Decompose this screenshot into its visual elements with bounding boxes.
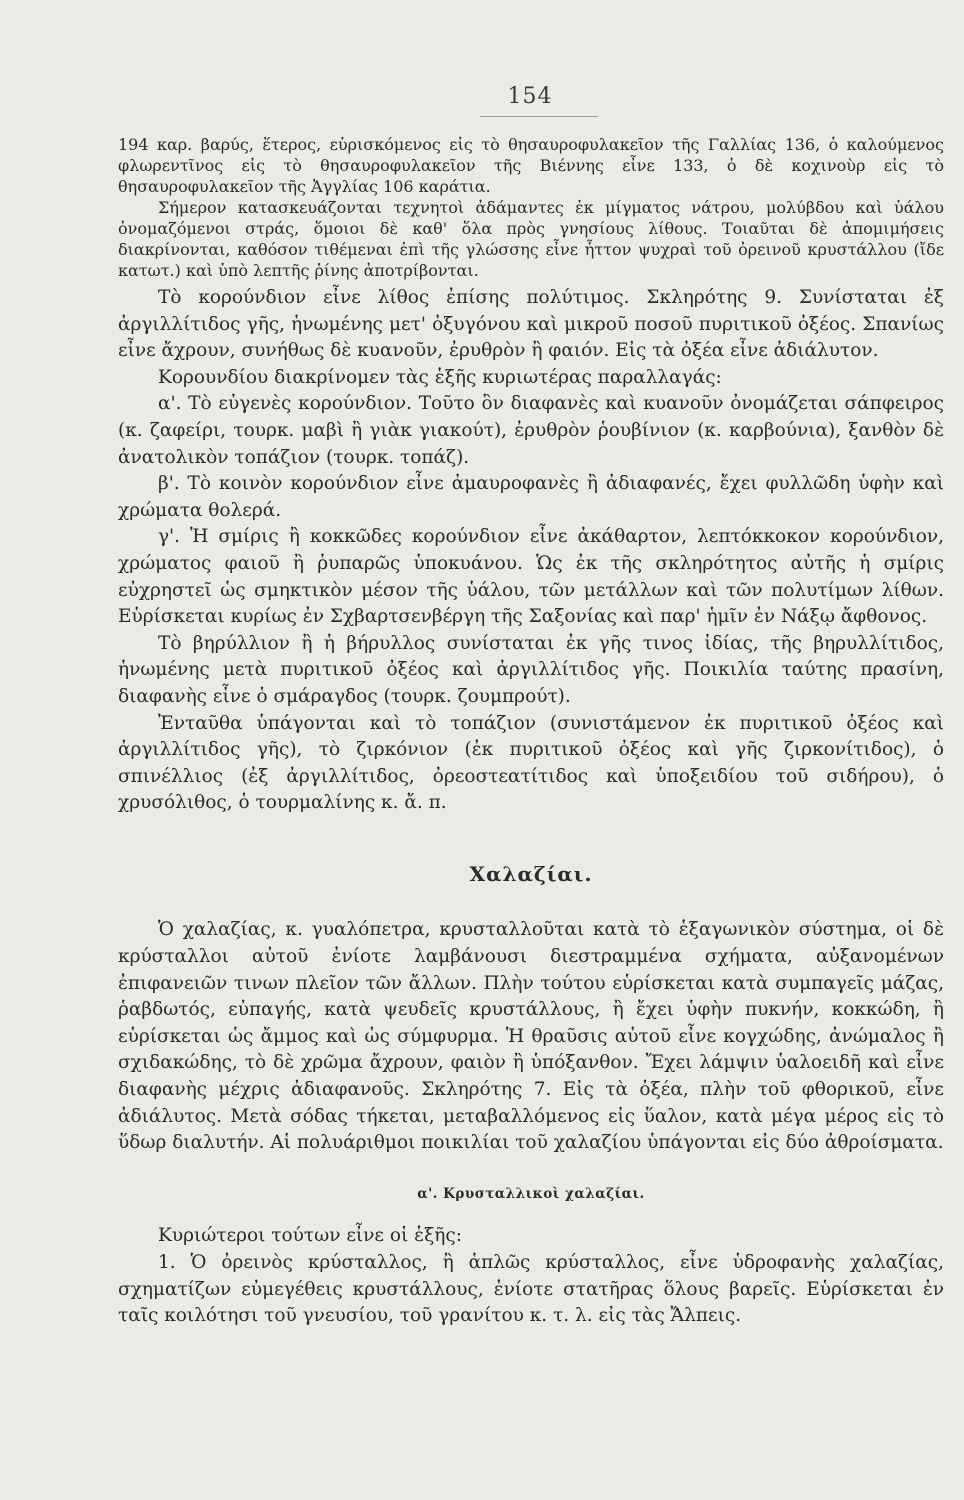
paragraph-topazion: Ἐνταῦθα ὑπάγονται καὶ τὸ τοπάζιον (συνιστάμενον ἐκ πυριτικοῦ ὀξέος καὶ ἀργιλλίτιδος γῆς), τὸ ζιρκόνιον (ἐκ πυριτικοῦ ὀξέος καὶ γῆς ζιρκονίτιδος), ὁ σπινέλλιος (ἐξ ἀργιλλίτιδος, ὀρεοστεατίτιδος καὶ ὑποξειδίου τοῦ σιδήρου), ὁ χρυσόλιθος, ὁ τουρμαλίνης κ. ἄ. π. bbox=[118, 712, 944, 814]
paragraph-beryllion: Τὸ βηρύλλιον ἢ ἡ βήρυλλος συνίσταται ἐκ γῆς τινος ἰδίας, τῆς βηρυλλίτιδος, ἡνωμένης μετὰ πυριτικοῦ ὀξέος καὶ ἀργιλλίτιδος γῆς. Ποικιλία ταύτης πρασίνη, διαφανὴς εἶνε ὁ σμάραγδος (τουρκ. ζουμπρούτ). bbox=[118, 632, 944, 707]
subsection-heading: α'. Κρυσταλλικοὶ χαλαζίαι. bbox=[417, 1185, 645, 1202]
paragraph-oreinos-krystallos: 1. Ὁ ὀρεινὸς κρύσταλλος, ἢ ἁπλῶς κρύσταλλος, εἶνε ὑδροφανὴς χαλαζίας, σχηματίζων εὐμεγέθεις κρυστάλλους, ἐνίοτε στατῆρας ὅλους βαρεῖς. Εὑρίσκεται ἐν ταῖς κοιλότησι τοῦ γνευσίου, τοῦ γρανίτου κ. τ. λ. εἰς τὰς Ἄλπεις. bbox=[118, 1252, 944, 1327]
paragraph-korundion: Τὸ κορούνδιον εἶνε λίθος ἐπίσης πολύτιμος. Σκληρότης 9. Συνίσταται ἐξ ἀργιλλίτιδος γῆς, ἡνωμένης μετ' ὀξυγόνου καὶ μικροῦ ποσοῦ πυριτικοῦ ὀξέος. Σπανίως εἶνε ἄχρουν, συνήθως δὲ κυανοῦν, ἐρυθρὸν ἢ φαιόν. Εἰς τὰ ὀξέα εἶνε ἀδιάλυτον. bbox=[118, 287, 944, 362]
paragraph-small-1: 194 καρ. βαρύς, ἕτερος, εὑρισκόμενος εἰς τὸ θησαυροφυλακεῖον τῆς Γαλλίας 136, ὁ καλούμενος φλωρεντῖνος εἰς τὸ θησαυροφυλακεῖον τῆς Βιέννης εἶνε 133, ὁ δὲ κοχινοὺρ εἰς τὸ θησαυροφυλακεῖον τῆς Ἀγγλίας 106 καράτια. bbox=[118, 135, 944, 196]
page-number: 154 bbox=[507, 84, 553, 109]
paragraph-variety-b: β'. Τὸ κοινὸν κορούνδιον εἶνε ἀμαυροφανὲς ἢ ἀδιαφανές, ἔχει φυλλῶδη ὑφὴν καὶ χρώματα θολερά. bbox=[118, 473, 944, 521]
paragraph-small-2: Σήμερον κατασκευάζονται τεχνητοὶ ἀδάμαντες ἐκ μίγματος νάτρου, μολύβδου καὶ ὑάλου ὀνομαζόμενοι στράς, ὅμοιοι δὲ καθ' ὅλα πρὸς γνησίους λίθους. Τοιαῦται δὲ ἀπομιμήσεις διακρίνονται, καθόσον τιθέμεναι ἐπὶ τῆς γλώσσης εἶνε ἧττον ψυχραὶ τοῦ ὀρεινοῦ κρυστάλλου (ἴδε κατωτ.) καὶ ὑπὸ λεπτῆς ῥίνης ἀποτρίβονται. bbox=[118, 198, 944, 280]
paragraph-variety-c: γ'. Ἡ σμίρις ἢ κοκκῶδες κορούνδιον εἶνε ἀκάθαρτον, λεπτόκκοκον κορούνδιον, χρώματος φαιοῦ ἢ ῥυπαρῶς ὑποκυάνου. Ὡς ἐκ τῆς σκληρότητος αὐτῆς ἡ σμίρις εὐχρηστεῖ ὡς σμηκτικὸν μέσον τῆς ὑάλου, τῶν μετάλλων καὶ τῶν πολυτίμων λίθων. Εὑρίσκεται κυρίως ἐν Σχβαρτσενβέργη τῆς Σαξονίας καὶ παρ' ἡμῖν ἐν Νάξῳ ἄφθονος. bbox=[118, 526, 944, 628]
page-body bbox=[118, 134, 944, 1330]
section-heading: Χαλαζίαι. bbox=[469, 861, 593, 886]
paragraph-variety-a: α'. Τὸ εὐγενὲς κορούνδιον. Τοῦτο ὂν διαφανὲς καὶ κυανοῦν ὀνομάζεται σάπφειρος (κ. ζαφείρι, τουρκ. μαβὶ ἢ γιὰκ γιακούτ), ἐρυθρὸν ῥουβίνιον (κ. καρβούνια), ξανθὸν δὲ ἀνατολικὸν τοπάζιον (τουρκ. τοπάζ). bbox=[118, 393, 944, 468]
small-text-block bbox=[118, 134, 944, 281]
page-number-rule bbox=[480, 116, 598, 117]
paragraph-varieties-intro: Κορουνδίου διακρίνομεν τὰς ἑξῆς κυριωτέρας παραλλαγάς: bbox=[158, 366, 722, 388]
paragraph-principal-intro: Κυριώτεροι τούτων εἶνε οἱ ἑξῆς: bbox=[158, 1225, 462, 1247]
paragraph-chalazias: Ὁ χαλαζίας, κ. γυαλόπετρα, κρυσταλλοῦται κατὰ τὸ ἑξαγωνικὸν σύστημα, οἱ δὲ κρύσταλλοι αὐτοῦ ἐνίοτε λαμβάνουσι διεστραμμένα σχήματα, αὐξανομένων ἐπιφανειῶν τινων πλεῖον τῶν ἄλλων. Πλὴν τούτου εὑρίσκεται κατὰ συμπαγεῖς μάζας, ῥαβδωτός, εὐπαγής, κατὰ ψευδεῖς κρυστάλλους, ἢ ἔχει ὑφὴν πυκνήν, κοκκώδη, ἢ εὑρίσκεται ὡς ἄμμος καὶ ὡς σύμφυρμα. Ἡ θραῦσις αὐτοῦ εἶνε κογχώδης, ἀνώμαλος ἢ σχιδακώδης, τὸ δὲ χρῶμα ἄχρουν, φαιὸν ἢ ὑπόξανθον. Ἔχει λάμψιν ὑαλοειδῆ καὶ εἶνε διαφανὴς μέχρις ἀδιαφανοῦς. Σκληρότης 7. Εἰς τὰ ὀξέα, πλὴν τοῦ φθορικοῦ, εἶνε ἀδιάλυτος. Μετὰ σόδας τήκεται, μεταβαλλόμενος εἰς ὕαλον, κατὰ μέγα μέρος εἰς τὸ ὕδωρ διαλυτήν. Αἱ πολυάριθμοι ποικιλίαι τοῦ χαλαζίου ὑπάγονται εἰς δύο ἀθροίσματα. bbox=[118, 919, 944, 1154]
